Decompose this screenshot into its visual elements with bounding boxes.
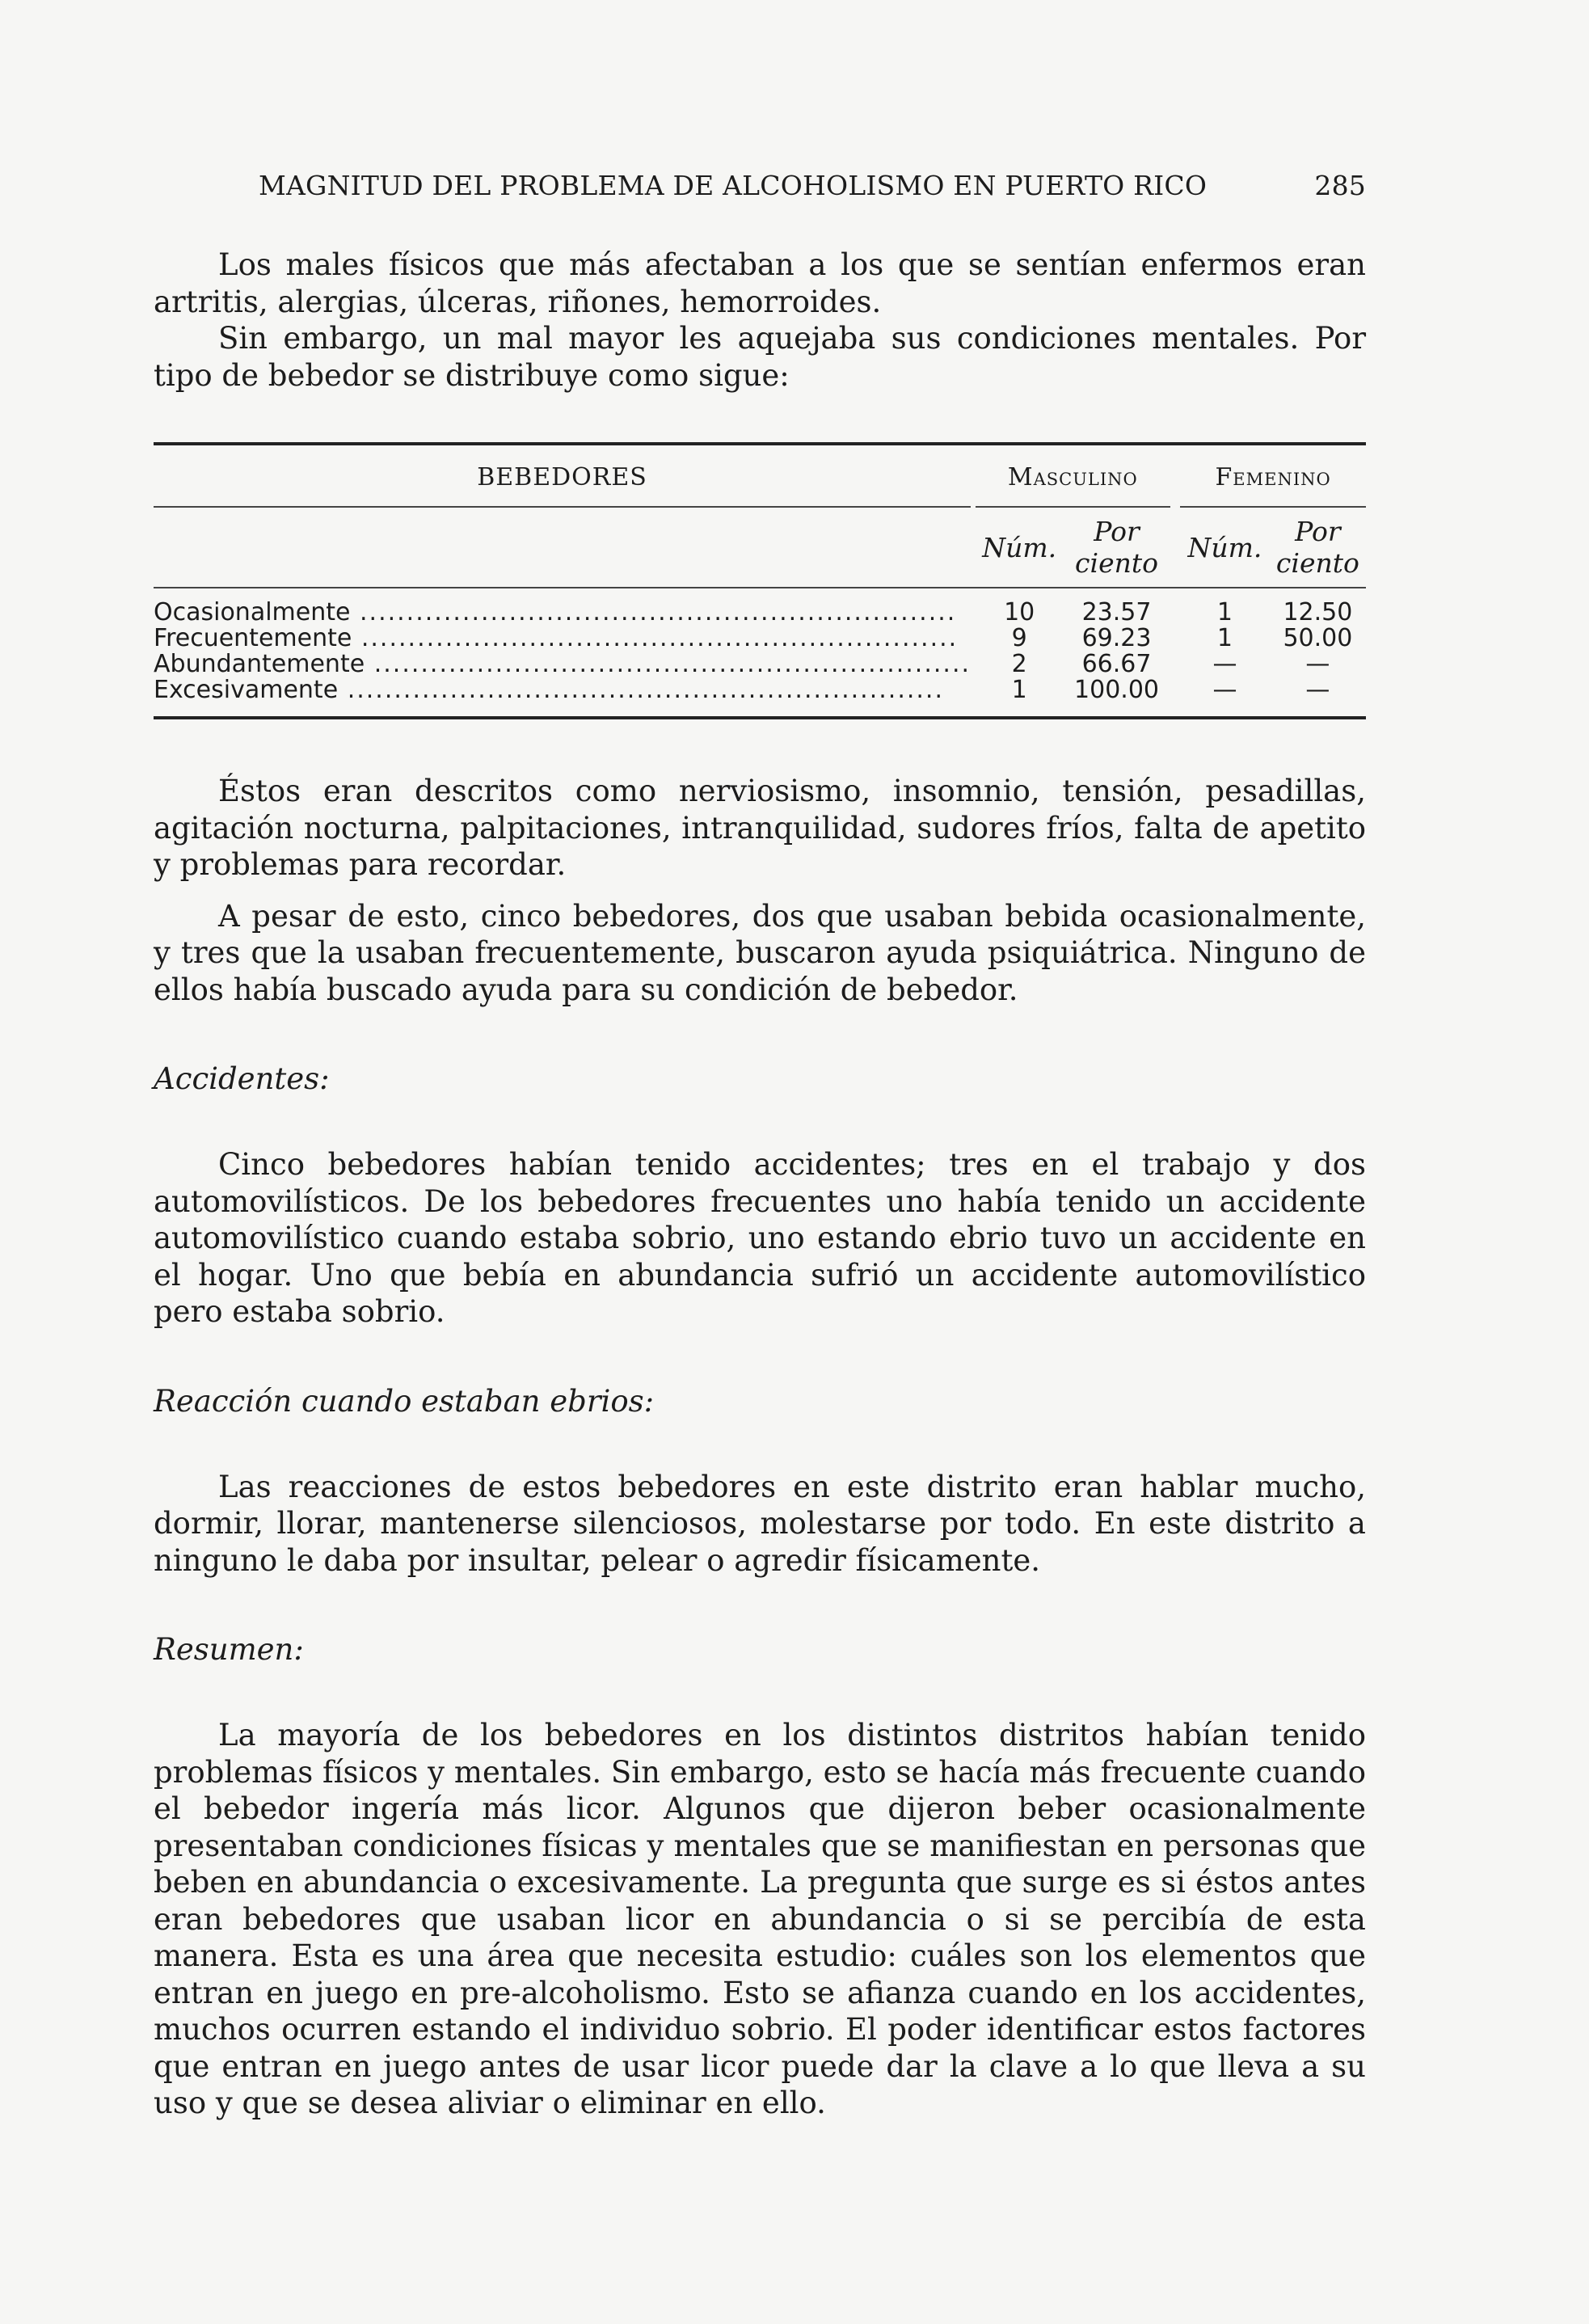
drinkers-table: [154, 442, 1366, 719]
section-heading-reaccion: Reacción cuando estaban ebrios:: [154, 1383, 655, 1419]
row-label: Abundantemente: [154, 652, 365, 677]
subheader-m-num: Núm.: [982, 531, 1057, 563]
table-bottom-rule: [154, 716, 1366, 719]
table-row: [154, 626, 1366, 652]
cell-f-num: 1: [1216, 624, 1233, 652]
body-paragraph-2: A pesar de esto, cinco bebedores, dos que usaban bebida ocasionalmente, y tres que la usaban frecuentemente, buscaron ayuda psiquiátrica. Ninguno de ellos había buscado ayuda para su condición de bebedor.: [154, 898, 1366, 1007]
cell-m-pct: 23.57: [1081, 598, 1152, 626]
subheader-f-pct: Por ciento: [1275, 516, 1359, 579]
row-label: Frecuentemente: [154, 626, 352, 652]
cell-f-num: —: [1212, 676, 1237, 704]
cell-f-pct: 12.50: [1283, 598, 1353, 626]
header-masculino: Masculino: [976, 445, 1170, 507]
cell-m-pct: 69.23: [1081, 624, 1152, 652]
cell-f-num: —: [1212, 650, 1237, 678]
cell-m-num: 10: [1004, 598, 1035, 626]
section-heading-accidentes: Accidentes:: [154, 1061, 330, 1096]
running-title: MAGNITUD DEL PROBLEMA DE ALCOHOLISMO EN PUERTO RICO: [259, 170, 1208, 201]
page-content: [154, 170, 1366, 2122]
table-row: [154, 600, 1366, 626]
intro-paragraph-2: Sin embargo, un mal mayor les aquejaba sus condiciones mentales. Por tipo de bebedor se distribuye como sigue:: [154, 321, 1366, 393]
cell-f-pct: —: [1305, 650, 1330, 678]
section-text-accidentes: Cinco bebedores habían tenido accidentes; tres en el trabajo y dos automovilísticos. De los bebedores frecuentes uno había tenido un accidente automovilístico cuando estaba sobrio, uno estando ebrio tuvo un accidente en el hogar. Uno que bebía en abundancia sufrió un accidente automovilístico pero estaba sobrio.: [154, 1147, 1366, 1329]
header-femenino: Femenino: [1180, 445, 1366, 507]
page-number: 285: [1314, 170, 1366, 201]
subheader-m-pct: Por ciento: [1075, 516, 1158, 579]
section-heading-resumen: Resumen:: [154, 1632, 304, 1667]
cell-f-pct: 50.00: [1283, 624, 1353, 652]
body-paragraph-1: Éstos eran descritos como nerviosismo, insomnio, tensión, pesadillas, agitación nocturna, palpitaciones, intranquilidad, sudores fríos, falta de apetito y problemas para recordar.: [154, 774, 1366, 882]
intro-paragraph-1: Los males físicos que más afectaban a los que se sentían enfermos eran artritis, alergias, úlceras, riñones, hemorroides.: [154, 247, 1366, 319]
cell-m-pct: 100.00: [1074, 676, 1159, 704]
section-text-resumen: La mayoría de los bebedores en los distintos distritos habían tenido problemas físicos y mentales. Sin embargo, esto se hacía más frecuente cuando el bebedor ingería más licor. Algunos que dijeron beber ocasionalmente presentaban condiciones físicas y mentales que se manifiestan en personas que beben en abundancia o excesivamente. La pregunta que surge es si éstos antes eran bebedores que usaban licor en abundancia o si se percibía de esta manera. Esta es una área que necesita estudio: cuáles son los elementos que entran en juego en pre-alcoholismo. Esto se afianza cuando en los accidentes, muchos ocurren estando el individuo sobrio. El poder identificar estos factores que entran en juego antes de usar licor puede dar la clave a lo que lleva a su uso y que se desea aliviar o eliminar en ello.: [154, 1718, 1366, 2120]
table-row: [154, 677, 1366, 703]
subheader-f-num: Núm.: [1187, 531, 1262, 563]
table-row: [154, 652, 1366, 677]
row-label: Excesivamente: [154, 677, 339, 703]
section-text-reaccion: Las reacciones de estos bebedores en este distrito eran hablar mucho, dormir, llorar, mantenerse silenciosos, molestarse por todo. En este distrito a ninguno le daba por insultar, pelear o agredir físicamente.: [154, 1469, 1366, 1578]
header-bebedores: BEBEDORES: [154, 445, 971, 507]
cell-m-num: 2: [1011, 650, 1027, 678]
cell-f-pct: —: [1305, 676, 1330, 704]
cell-m-pct: 66.67: [1081, 650, 1152, 678]
cell-m-num: 1: [1011, 676, 1027, 704]
cell-f-num: 1: [1216, 598, 1233, 626]
row-label: Ocasionalmente: [154, 600, 351, 626]
cell-m-num: 9: [1011, 624, 1027, 652]
running-header: [259, 170, 1366, 201]
